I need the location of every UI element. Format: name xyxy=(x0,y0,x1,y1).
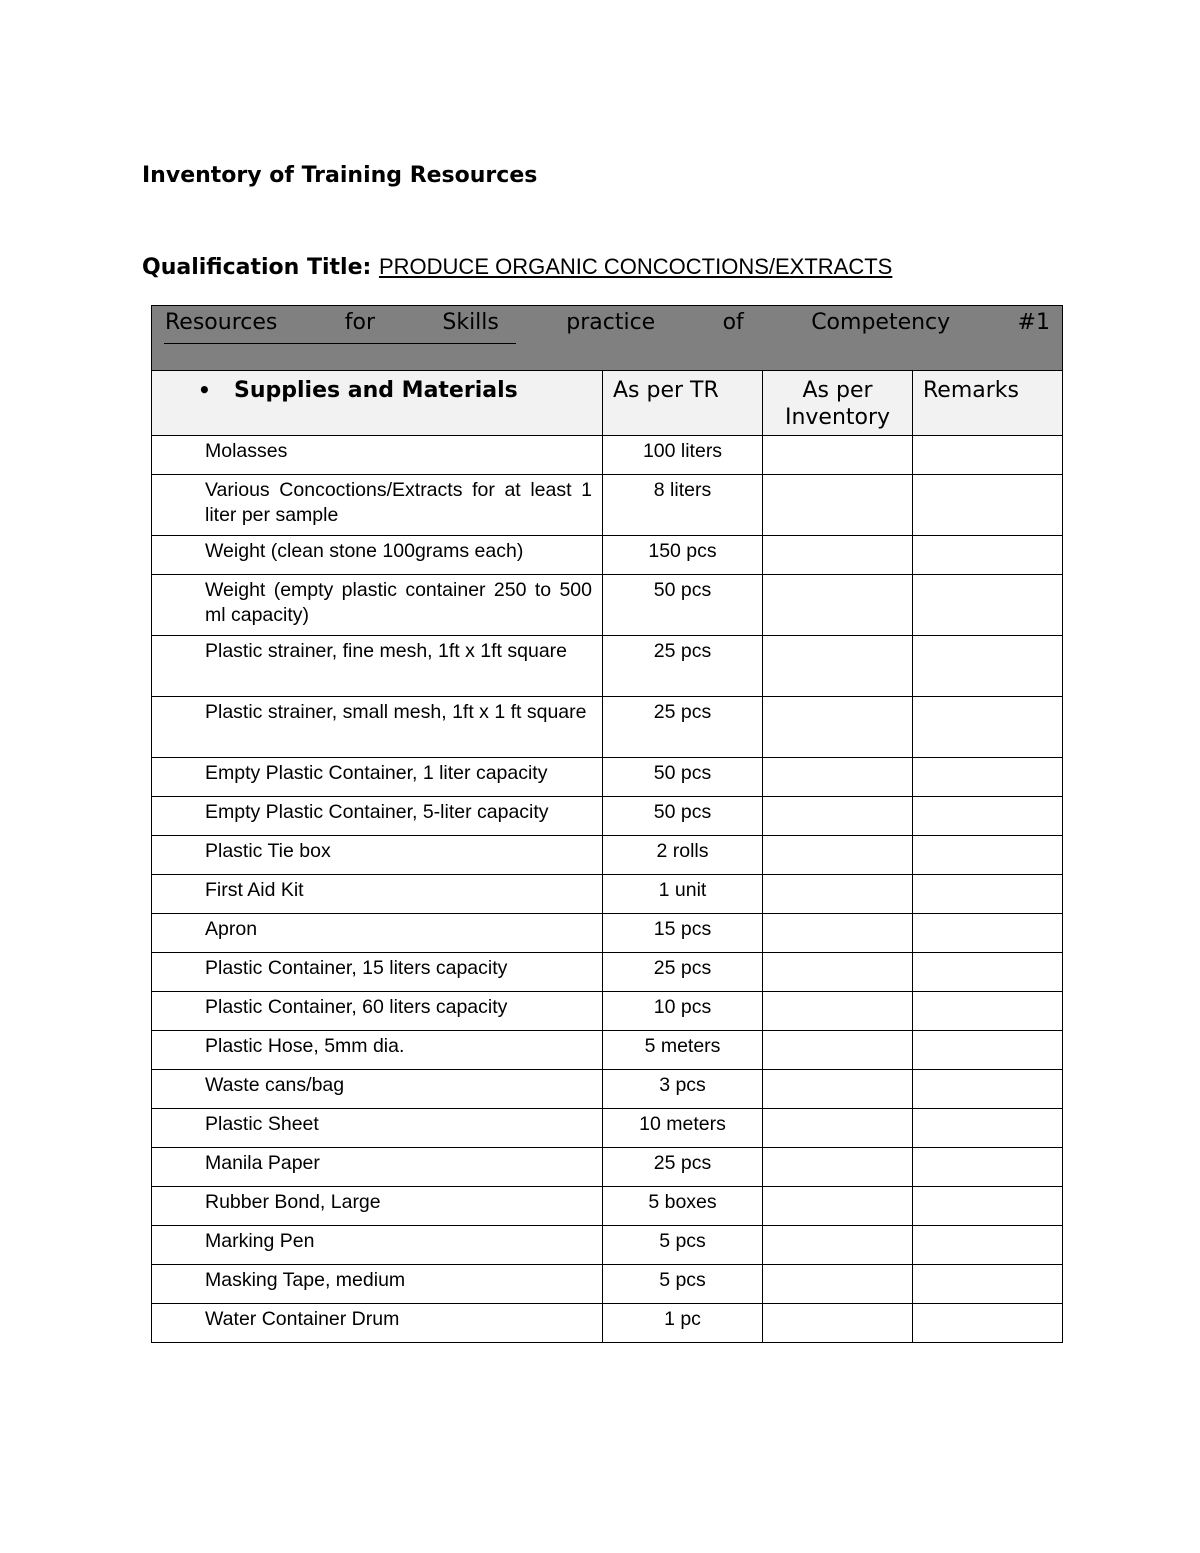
item-cell xyxy=(152,1265,603,1304)
item-name: Plastic Hose, 5mm dia. xyxy=(205,1035,405,1057)
qty-cell xyxy=(603,875,763,914)
qty-cell xyxy=(603,1148,763,1187)
remarks-cell xyxy=(913,697,1063,758)
item-quantity: 15 pcs xyxy=(653,918,712,940)
item-name: Plastic Container, 15 liters capacity xyxy=(205,957,508,979)
col-remarks-label: Remarks xyxy=(923,378,1019,403)
qualification-value: PRODUCE ORGANIC CONCOCTIONS/EXTRACTS xyxy=(378,254,893,279)
item-quantity: 100 liters xyxy=(642,440,723,462)
qty-cell xyxy=(603,1109,763,1148)
item-cell xyxy=(152,875,603,914)
qty-cell xyxy=(603,536,763,575)
header-word: of xyxy=(722,310,744,335)
remarks-cell xyxy=(913,1265,1063,1304)
remarks-cell xyxy=(913,1304,1063,1343)
qty-cell xyxy=(603,914,763,953)
item-cell xyxy=(152,953,603,992)
col-tr-header xyxy=(603,371,763,436)
qty-cell xyxy=(603,1187,763,1226)
qualification-title xyxy=(142,254,892,280)
inventory-cell xyxy=(763,1148,913,1187)
page-title: Inventory of Training Resources xyxy=(142,163,538,188)
item-quantity: 25 pcs xyxy=(653,957,712,979)
item-quantity: 50 pcs xyxy=(653,801,712,823)
item-name: Weight (empty plastic container 250 to 500 ml capacity) xyxy=(205,579,592,626)
item-name: Molasses xyxy=(205,440,288,462)
qty-cell xyxy=(603,1304,763,1343)
header-word: Skills xyxy=(442,310,499,335)
item-cell xyxy=(152,1148,603,1187)
inventory-cell xyxy=(763,636,913,697)
section-header-cell xyxy=(152,306,1063,371)
item-quantity: 3 pcs xyxy=(659,1074,706,1096)
remarks-cell xyxy=(913,1226,1063,1265)
item-name: Rubber Bond, Large xyxy=(205,1191,381,1213)
inventory-cell xyxy=(763,475,913,536)
remarks-cell xyxy=(913,575,1063,636)
qualification-label: Qualification Title: xyxy=(142,255,372,280)
remarks-cell xyxy=(913,953,1063,992)
inventory-cell xyxy=(763,836,913,875)
table-row xyxy=(152,636,1063,697)
inventory-cell xyxy=(763,1265,913,1304)
qty-cell xyxy=(603,1265,763,1304)
item-name: First Aid Kit xyxy=(205,879,304,901)
item-cell xyxy=(152,575,603,636)
table-row xyxy=(152,914,1063,953)
col-inventory-label-line2: Inventory xyxy=(784,405,891,430)
table-row xyxy=(152,1304,1063,1343)
qty-cell xyxy=(603,1031,763,1070)
col-inventory-header xyxy=(763,371,913,436)
item-cell xyxy=(152,1304,603,1343)
qty-cell xyxy=(603,1226,763,1265)
item-name: Weight (clean stone 100grams each) xyxy=(205,540,524,562)
item-name: Water Container Drum xyxy=(205,1308,400,1330)
table-row xyxy=(152,758,1063,797)
item-cell xyxy=(152,758,603,797)
remarks-cell xyxy=(913,1148,1063,1187)
inventory-cell xyxy=(763,758,913,797)
item-quantity: 10 meters xyxy=(639,1113,726,1135)
remarks-cell xyxy=(913,636,1063,697)
item-name: Marking Pen xyxy=(205,1230,315,1252)
inventory-cell xyxy=(763,953,913,992)
item-name: Empty Plastic Container, 5-liter capacity xyxy=(205,801,549,823)
qty-cell xyxy=(603,575,763,636)
item-cell xyxy=(152,536,603,575)
item-quantity: 8 liters xyxy=(653,479,712,501)
item-quantity: 5 meters xyxy=(644,1035,721,1057)
item-quantity: 50 pcs xyxy=(653,762,712,784)
remarks-cell xyxy=(913,1187,1063,1226)
remarks-cell xyxy=(913,875,1063,914)
table-row xyxy=(152,536,1063,575)
column-header-row xyxy=(152,371,1063,436)
item-quantity: 1 pc xyxy=(664,1308,701,1330)
remarks-cell xyxy=(913,836,1063,875)
item-quantity: 25 pcs xyxy=(653,1152,712,1174)
item-quantity: 5 pcs xyxy=(659,1230,706,1252)
inventory-table xyxy=(151,305,1063,1343)
inventory-cell xyxy=(763,1226,913,1265)
item-quantity: 50 pcs xyxy=(653,579,712,601)
qty-cell xyxy=(603,697,763,758)
item-cell xyxy=(152,1187,603,1226)
qty-cell xyxy=(603,953,763,992)
inventory-cell xyxy=(763,914,913,953)
item-quantity: 25 pcs xyxy=(653,640,712,662)
table-row xyxy=(152,1226,1063,1265)
table-row xyxy=(152,875,1063,914)
table-row xyxy=(152,1109,1063,1148)
item-quantity: 1 unit xyxy=(658,879,707,901)
qty-cell xyxy=(603,797,763,836)
remarks-cell xyxy=(913,797,1063,836)
item-cell xyxy=(152,636,603,697)
item-cell xyxy=(152,1070,603,1109)
item-name: Plastic Tie box xyxy=(205,840,331,862)
section-header-text xyxy=(152,306,1062,335)
table-row xyxy=(152,1148,1063,1187)
item-name: Apron xyxy=(205,918,258,940)
item-cell xyxy=(152,475,603,536)
col-remarks-header xyxy=(913,371,1063,436)
item-name: Plastic Sheet xyxy=(205,1113,319,1135)
item-cell xyxy=(152,992,603,1031)
item-name: Various Concoctions/Extracts for at least 1 liter per sample xyxy=(205,479,592,526)
table-row xyxy=(152,436,1063,475)
table-row xyxy=(152,475,1063,536)
item-cell xyxy=(152,797,603,836)
item-quantity: 2 rolls xyxy=(656,840,709,862)
header-word: Competency xyxy=(811,310,951,335)
inventory-cell xyxy=(763,536,913,575)
col-supplies-header xyxy=(152,371,603,436)
item-cell xyxy=(152,836,603,875)
qty-cell xyxy=(603,992,763,1031)
item-name: Plastic Container, 60 liters capacity xyxy=(205,996,508,1018)
item-name: Waste cans/bag xyxy=(205,1074,345,1096)
table-row xyxy=(152,1070,1063,1109)
remarks-cell xyxy=(913,914,1063,953)
qty-cell xyxy=(603,436,763,475)
qty-cell xyxy=(603,836,763,875)
table-row xyxy=(152,836,1063,875)
remarks-cell xyxy=(913,1109,1063,1148)
header-word: for xyxy=(344,310,375,335)
table-row xyxy=(152,992,1063,1031)
item-name: Plastic strainer, small mesh, 1ft x 1 ft square xyxy=(205,701,587,723)
competency-blank-line xyxy=(164,343,516,344)
inventory-cell xyxy=(763,992,913,1031)
qty-cell xyxy=(603,636,763,697)
table-row xyxy=(152,1187,1063,1226)
inventory-cell xyxy=(763,1109,913,1148)
inventory-cell xyxy=(763,1031,913,1070)
col-inventory-label-line1: As per xyxy=(802,378,873,403)
item-quantity: 5 pcs xyxy=(659,1269,706,1291)
col-supplies-label: Supplies and Materials xyxy=(234,378,518,403)
col-tr-label: As per TR xyxy=(613,378,719,403)
remarks-cell xyxy=(913,1070,1063,1109)
item-cell xyxy=(152,697,603,758)
table-row xyxy=(152,1265,1063,1304)
inventory-cell xyxy=(763,1070,913,1109)
remarks-cell xyxy=(913,436,1063,475)
item-cell xyxy=(152,1109,603,1148)
item-cell xyxy=(152,436,603,475)
item-name: Manila Paper xyxy=(205,1152,320,1174)
item-name: Masking Tape, medium xyxy=(205,1269,406,1291)
remarks-cell xyxy=(913,1031,1063,1070)
inventory-cell xyxy=(763,575,913,636)
remarks-cell xyxy=(913,536,1063,575)
table-row xyxy=(152,797,1063,836)
table-row xyxy=(152,575,1063,636)
inventory-cell xyxy=(763,797,913,836)
remarks-cell xyxy=(913,475,1063,536)
item-quantity: 150 pcs xyxy=(648,540,717,562)
section-header-row xyxy=(152,306,1063,371)
qty-cell xyxy=(603,475,763,536)
item-name: Empty Plastic Container, 1 liter capacity xyxy=(205,762,548,784)
table-row xyxy=(152,953,1063,992)
bullet-icon: • xyxy=(198,378,211,402)
inventory-cell xyxy=(763,697,913,758)
item-cell xyxy=(152,1031,603,1070)
table-row xyxy=(152,697,1063,758)
item-quantity: 5 boxes xyxy=(648,1191,717,1213)
remarks-cell xyxy=(913,992,1063,1031)
inventory-cell xyxy=(763,875,913,914)
header-word: Resources xyxy=(165,310,278,335)
table-row xyxy=(152,1031,1063,1070)
item-cell xyxy=(152,914,603,953)
inventory-cell xyxy=(763,436,913,475)
qty-cell xyxy=(603,1070,763,1109)
item-name: Plastic strainer, fine mesh, 1ft x 1ft square xyxy=(205,640,567,662)
inventory-cell xyxy=(763,1187,913,1226)
qty-cell xyxy=(603,758,763,797)
remarks-cell xyxy=(913,758,1063,797)
inventory-cell xyxy=(763,1304,913,1343)
item-quantity: 25 pcs xyxy=(653,701,712,723)
header-word: practice xyxy=(566,310,656,335)
item-quantity: 10 pcs xyxy=(653,996,712,1018)
item-cell xyxy=(152,1226,603,1265)
header-word: #1 xyxy=(1017,310,1050,335)
